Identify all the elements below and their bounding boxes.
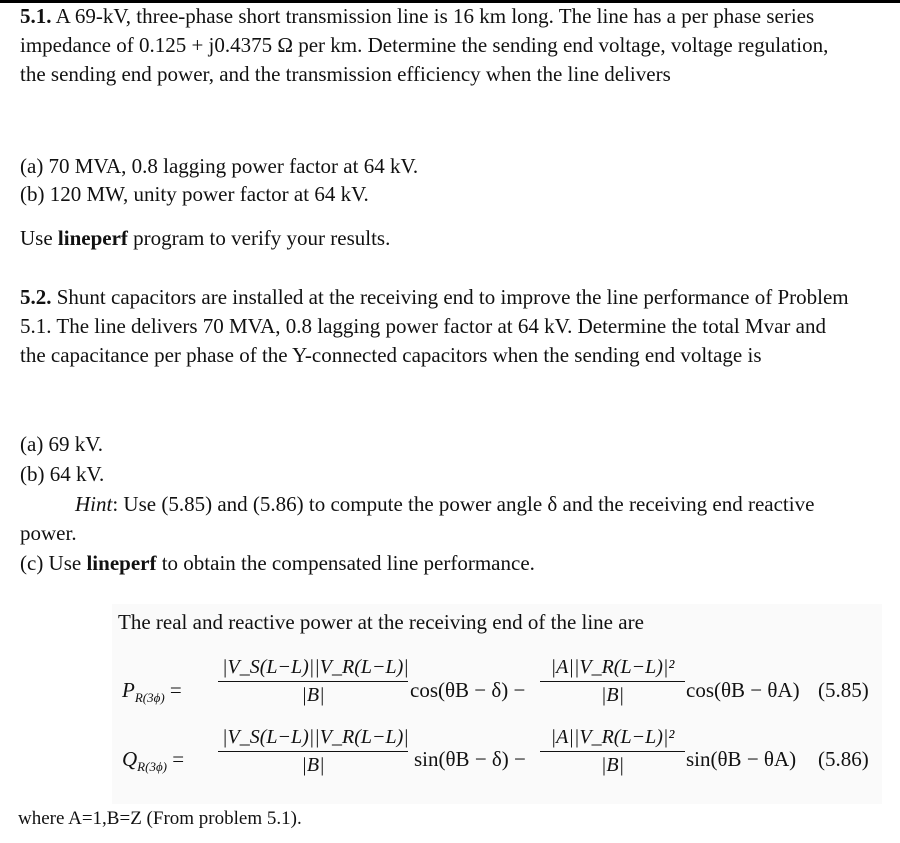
eq1-frac1-denominator: |B| — [301, 684, 325, 706]
problem-5-1-part-a: (a) 70 MVA, 0.8 lagging power factor at 64 kV. — [20, 154, 419, 178]
problem-5-2-text — [20, 283, 850, 370]
problem-5-2-part-a: (a) 69 kV. — [20, 432, 104, 456]
problem-5-1-text — [20, 2, 850, 89]
eq2-number: (5.86) — [818, 747, 869, 771]
eq1-frac2-denominator: |B| — [600, 684, 625, 706]
eq2-frac1-denominator: |B| — [301, 754, 325, 776]
eq1-fraction-1 — [218, 656, 408, 707]
problem-5-2-hint — [20, 490, 850, 548]
part-c-pre: (c) Use — [20, 551, 87, 575]
problem-5-2-body: Shunt capacitors are installed at the receiving end to improve the line performance of Problem 5.1. The line delivers 70 MVA, 0.8 lagging power factor at 64 kV. Determine the total Mvar and the capacitance per phase of the Y-connected capacitors when the sending end voltage is — [20, 285, 849, 367]
eq1-term-1: cos(θB − δ) − — [410, 678, 526, 702]
eq1-frac1-numerator: |V_S(L−L)||V_R(L−L)| — [218, 656, 408, 682]
eq2-frac2-denominator: |B| — [600, 754, 625, 776]
eq1-term-2: cos(θB − θA) — [686, 678, 800, 702]
part-c-post: to obtain the compensated line performance. — [156, 551, 535, 575]
problem-5-1-part-b: (b) 120 MW, unity power factor at 64 kV. — [20, 182, 369, 206]
problem-5-1-verify — [20, 224, 390, 253]
problem-5-1-body: A 69-kV, three-phase short transmission line is 16 km long. The line has a per phase series impedance of 0.125 + j0.4375 Ω per km. Determine the sending end voltage, voltage regulation, the sending end power, and the transmission efficiency when the line delivers — [20, 4, 829, 86]
eq2-frac2-numerator: |A||V_R(L−L)|² — [540, 726, 685, 752]
eq2-lhs: $Q_{R(3\phi)}$ = — [122, 747, 185, 775]
verify-program: lineperf — [57, 226, 128, 250]
part-c-program: lineperf — [86, 551, 157, 575]
problem-5-2-part-b: (b) 64 kV. — [20, 462, 105, 486]
eq2-fraction-2 — [540, 726, 685, 777]
eq2-term-1: sin(θB − δ) − — [414, 747, 526, 771]
eq2-fraction-1 — [218, 726, 408, 777]
footer-note: where A=1,B=Z (From problem 5.1). — [18, 808, 302, 829]
hint-text: : Use (5.85) and (5.86) to compute the power angle δ and the receiving end reactive power. — [20, 492, 815, 545]
eq2-term-2: sin(θB − θA) — [686, 747, 797, 771]
eq1-frac2-numerator: |A||V_R(L−L)|² — [540, 656, 685, 682]
eq1-number: (5.85) — [818, 678, 869, 702]
problem-5-2-part-c — [20, 549, 535, 578]
problem-5-2-number: 5.2. — [20, 285, 52, 309]
eq1-lhs: $P_{R(3\phi)}$ = — [122, 678, 182, 706]
verify-post: program to verify your results. — [127, 226, 391, 250]
eq2-frac1-numerator: |V_S(L−L)||V_R(L−L)| — [218, 726, 408, 752]
verify-pre: Use — [20, 226, 58, 250]
problem-5-1-number: 5.1. — [20, 4, 52, 28]
equation-intro: The real and reactive power at the receiving end of the line are — [118, 610, 644, 634]
eq1-fraction-2 — [540, 656, 685, 707]
hint-label: Hint — [75, 492, 113, 516]
